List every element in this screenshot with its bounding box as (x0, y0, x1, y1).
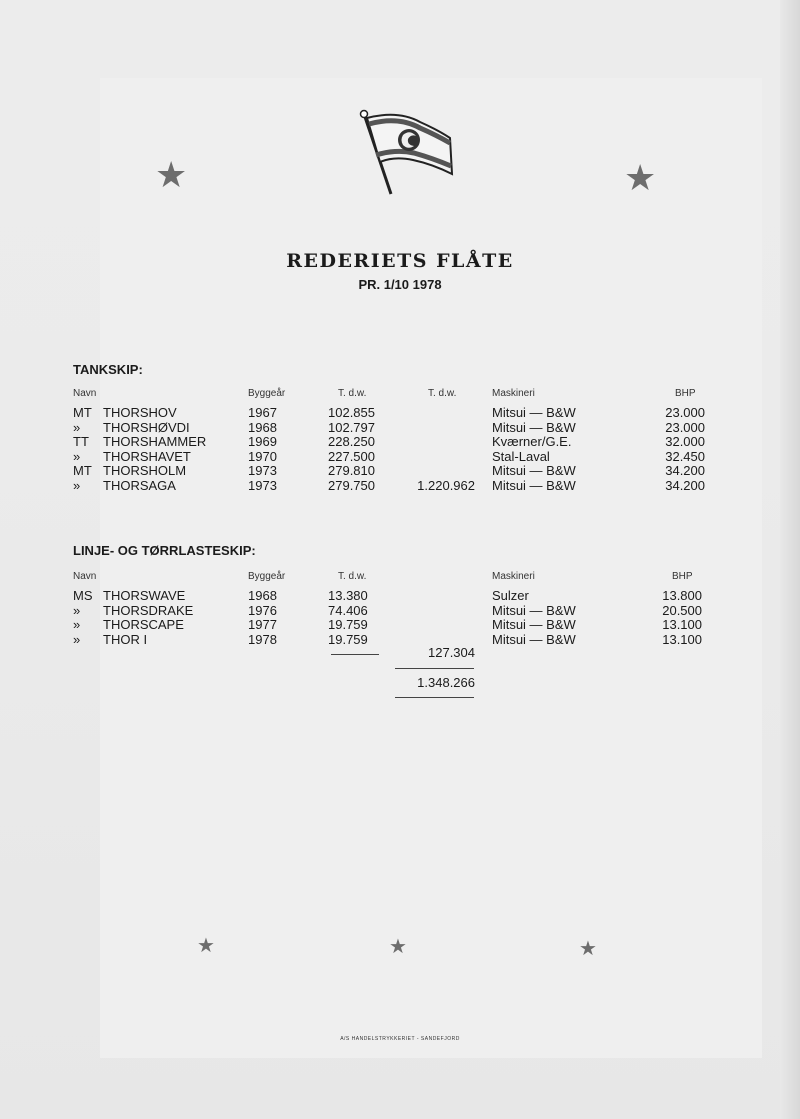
ship-name: THORSAGA (103, 477, 176, 493)
ship-tdw: 102.797 (328, 419, 375, 435)
flag-logo-icon (358, 108, 458, 198)
ship-year: 1976 (248, 602, 277, 618)
column-header-tdw-total: T. d.w. (428, 388, 457, 399)
ship-prefix: MT (73, 405, 92, 420)
ship-bhp: 23.000 (665, 419, 705, 435)
ship-bhp: 32.450 (665, 448, 705, 464)
ship-prefix: » (73, 419, 81, 435)
ship-bhp: 13.100 (662, 617, 702, 632)
ship-prefix: » (73, 602, 81, 618)
grand-total: 1.348.266 (417, 675, 475, 690)
column-header-year: Byggeår (248, 571, 286, 582)
ship-name: THORSDRAKE (103, 602, 194, 618)
column-header-machinery: Maskineri (492, 388, 535, 399)
ship-year: 1968 (248, 419, 277, 435)
ship-bhp: 34.200 (665, 477, 705, 493)
column-header-year: Byggeår (248, 388, 286, 399)
ship-bhp: 20.500 (662, 602, 702, 618)
ship-prefix: MT (73, 463, 92, 478)
ship-machinery: Mitsui — B&W (492, 617, 576, 632)
ship-tdw: 279.810 (328, 463, 375, 478)
ship-tdw-total: 1.220.962 (417, 477, 475, 493)
ship-year: 1978 (248, 631, 277, 647)
ship-bhp: 13.100 (662, 631, 702, 647)
column-header-tdw: T. d.w. (338, 571, 367, 582)
ship-name: THOR I (103, 631, 148, 647)
column-header-tdw: T. d.w. (338, 388, 367, 399)
ship-name: THORSHOV (103, 405, 177, 420)
ship-machinery: Sulzer (492, 588, 529, 603)
star-icon: ★ (155, 154, 188, 195)
ship-year: 1977 (248, 617, 277, 632)
ship-tdw: 74.406 (328, 602, 368, 618)
ship-tdw: 102.855 (328, 405, 375, 420)
page-subtitle: PR. 1/10 1978 (358, 277, 442, 292)
ship-prefix: » (73, 617, 81, 632)
section-heading-tankers: TANKSKIP: (73, 362, 143, 377)
star-icon: ★ (624, 157, 657, 198)
ship-bhp: 23.000 (665, 405, 705, 420)
ship-machinery: Mitsui — B&W (492, 419, 576, 435)
ship-bhp: 32.000 (665, 434, 705, 449)
ship-year: 1967 (248, 405, 277, 420)
page-panel (100, 78, 762, 1058)
ship-tdw: 227.500 (328, 448, 375, 464)
column-header-machinery: Maskineri (492, 571, 535, 582)
sum-rule (331, 654, 379, 655)
ship-bhp: 13.800 (662, 588, 702, 603)
ship-name: THORSHØVDI (103, 419, 190, 435)
ship-machinery: Kværner/G.E. (492, 434, 572, 449)
ship-name: THORSCAPE (103, 617, 184, 632)
column-header-bhp: BHP (672, 571, 693, 582)
column-header-bhp: BHP (675, 388, 696, 399)
ship-year: 1973 (248, 477, 277, 493)
ship-prefix: » (73, 631, 81, 647)
ship-tdw: 19.759 (328, 631, 368, 647)
ship-name: THORSWAVE (103, 588, 186, 603)
ship-tdw: 13.380 (328, 588, 368, 603)
ship-prefix: » (73, 477, 81, 493)
column-header-name: Navn (73, 571, 97, 582)
ship-year: 1970 (248, 448, 277, 464)
printer-credit: A/S HANDELSTRYKKERIET - SANDEFJORD (340, 1036, 460, 1042)
ship-machinery: Mitsui — B&W (492, 463, 576, 478)
ship-prefix: TT (73, 434, 89, 449)
ship-machinery: Mitsui — B&W (492, 602, 576, 618)
ship-prefix: MS (73, 588, 93, 603)
ship-tdw: 228.250 (328, 434, 375, 449)
ship-machinery: Stal-Laval (492, 448, 550, 464)
ship-machinery: Mitsui — B&W (492, 405, 576, 420)
total-rule (395, 697, 474, 698)
star-icon: ★ (389, 936, 407, 958)
ship-year: 1973 (248, 463, 277, 478)
column-header-name: Navn (73, 388, 97, 399)
ship-year: 1968 (248, 588, 277, 603)
sum-rule (395, 668, 474, 669)
star-icon: ★ (579, 938, 597, 960)
ship-name: THORSHAVET (103, 448, 191, 464)
cargo-subtotal: 127.304 (428, 645, 475, 660)
ship-bhp: 34.200 (665, 463, 705, 478)
page-edge (780, 0, 800, 1119)
ship-machinery: Mitsui — B&W (492, 631, 576, 647)
ship-year: 1969 (248, 434, 277, 449)
ship-machinery: Mitsui — B&W (492, 477, 576, 493)
ship-prefix: » (73, 448, 81, 464)
ship-name: THORSHOLM (103, 463, 187, 478)
star-icon: ★ (197, 935, 215, 957)
page-title: REDERIETS FLÅTE (286, 250, 514, 272)
ship-name: THORSHAMMER (103, 434, 207, 449)
ship-tdw: 279.750 (328, 477, 375, 493)
section-heading-cargo: LINJE- OG TØRRLASTESKIP: (73, 543, 256, 558)
ship-tdw: 19.759 (328, 617, 368, 632)
